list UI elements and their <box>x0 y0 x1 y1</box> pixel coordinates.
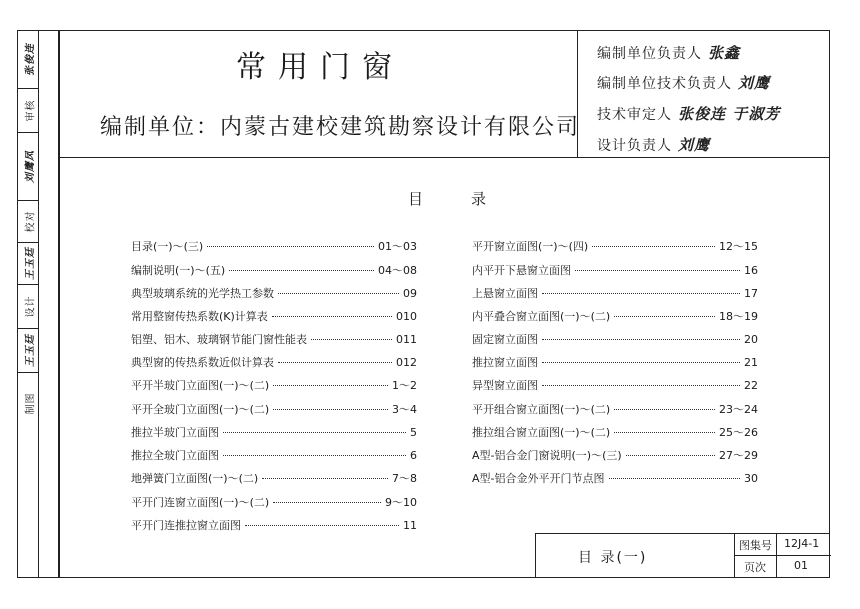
leader-dots <box>273 502 381 503</box>
leader-dots <box>542 339 740 340</box>
toc-entry-title: 平开半玻门立面图(一)～(二) <box>131 379 270 392</box>
toc-entry-page: 3～4 <box>392 403 417 416</box>
toc-entry-title: 编制说明(一)～(五) <box>131 264 226 277</box>
sidebar-role-column <box>18 31 39 577</box>
leader-dots <box>223 432 406 433</box>
sidebar-sig-cell <box>18 329 39 373</box>
leader-dots <box>223 455 406 456</box>
toc-entry-page: 01～03 <box>378 240 417 253</box>
toc-entry-title: 固定窗立面图 <box>472 333 538 346</box>
responsibility-label: 编制单位技术负责人 <box>597 76 732 92</box>
title-block-divider <box>734 534 735 578</box>
sidebar-role-cell <box>18 201 39 243</box>
toc-entry-title: A型-铝合金外平开门节点图 <box>472 472 605 485</box>
sidebar-role: 制图 <box>25 392 36 414</box>
toc-entry-page: 20 <box>744 333 758 346</box>
title-block-divider <box>776 534 777 578</box>
leader-dots <box>542 293 740 294</box>
sidebar-sig-cell <box>18 243 39 285</box>
responsibility-label: 编制单位负责人 <box>597 46 702 62</box>
toc-entry-title: 典型玻璃系统的光学热工参数 <box>131 287 274 300</box>
sidebar-role: 设计 <box>25 295 36 318</box>
toc-entry[interactable] <box>131 401 417 417</box>
toc-entry-page: 11 <box>403 519 417 532</box>
toc-entry[interactable] <box>131 308 417 324</box>
toc-entry[interactable] <box>472 447 758 463</box>
toc-entry-title: 平开组合窗立面图(一)～(二) <box>472 403 611 416</box>
toc-entry-page: 5 <box>410 426 417 439</box>
leader-dots <box>272 316 392 317</box>
toc-entry-title: A型-铝合金门窗说明(一)～(三) <box>472 449 622 462</box>
toc-entry-title: 地弹簧门立面图(一)～(二) <box>131 472 259 485</box>
toc-entry[interactable] <box>472 285 758 301</box>
toc-entry-page: 011 <box>396 333 417 346</box>
toc-entry-page: 9～10 <box>385 496 417 509</box>
toc-entry[interactable] <box>472 262 758 278</box>
sidebar-role-cell <box>18 285 39 329</box>
toc-heading-right: 录 <box>471 190 487 208</box>
title-block-divider <box>734 555 831 556</box>
sidebar-signature: 王玉廷 <box>25 334 36 367</box>
toc-entry[interactable] <box>131 517 417 533</box>
leader-dots <box>614 316 715 317</box>
toc-entry-page: 22 <box>744 379 758 392</box>
responsibility-signature: 刘鹰 <box>738 74 771 92</box>
atlas-value: 12J4-1 <box>784 537 820 550</box>
toc-entry-page: 17 <box>744 287 758 300</box>
sidebar-signature: 王玉廷 <box>25 247 36 280</box>
toc-entry-title: 平开门连推拉窗立面图 <box>131 519 241 532</box>
leader-dots <box>278 362 392 363</box>
leader-dots <box>609 478 741 479</box>
responsibility-row <box>597 42 740 63</box>
toc-entry[interactable] <box>131 331 417 347</box>
toc-entry-page: 30 <box>744 472 758 485</box>
leader-dots <box>207 246 374 247</box>
sidebar-role: 校对 <box>25 210 36 233</box>
leader-dots <box>273 385 388 386</box>
leader-dots <box>614 432 715 433</box>
toc-entry-page: 6 <box>410 449 417 462</box>
toc-entry-title: 常用整窗传热系数(K)计算表 <box>131 310 268 323</box>
responsibility-row <box>597 72 770 93</box>
toc-entry-title: 平开窗立面图(一)～(四) <box>472 240 589 253</box>
toc-entry-page: 09 <box>403 287 417 300</box>
toc-entry-page: 1～2 <box>392 379 417 392</box>
sidebar-role-cell <box>18 89 39 133</box>
toc-entry-page: 012 <box>396 356 417 369</box>
sidebar-role: 审核 <box>25 99 36 122</box>
toc-entry[interactable] <box>472 354 758 370</box>
sidebar-signature: 张俊连 <box>25 43 36 76</box>
toc-entry-title: 平开门连窗立面图(一)～(二) <box>131 496 270 509</box>
responsibility-row <box>597 134 710 155</box>
toc-entry-page: 16 <box>744 264 758 277</box>
toc-entry[interactable] <box>472 308 758 324</box>
toc-entry-title: 典型窗的传热系数近似计算表 <box>131 356 274 369</box>
leader-dots <box>542 385 740 386</box>
toc-entry[interactable] <box>131 377 417 393</box>
toc-entry[interactable] <box>472 401 758 417</box>
toc-entry-title: 目录(一)～(三) <box>131 240 204 253</box>
toc-entry-title: 内平开下悬窗立面图 <box>472 264 571 277</box>
responsibility-signature: 张俊连 于淑芳 <box>678 105 781 123</box>
toc-entry-page: 21 <box>744 356 758 369</box>
page-label: 页次 <box>744 561 766 574</box>
responsibility-signature: 张鑫 <box>708 44 741 62</box>
sidebar-signature: 刘鹰凤 <box>25 150 36 183</box>
toc-entry[interactable] <box>472 470 758 486</box>
toc-entry[interactable] <box>131 262 417 278</box>
sidebar-sig-cell <box>18 31 39 89</box>
sheet-name: 目 录(一) <box>578 550 648 566</box>
toc-entry[interactable] <box>472 377 758 393</box>
toc-entry[interactable] <box>131 354 417 370</box>
atlas-label: 图集号 <box>739 539 772 552</box>
header-horizontal-divider <box>59 157 830 158</box>
toc-entry[interactable] <box>131 470 417 486</box>
toc-entry-title: 异型窗立面图 <box>472 379 538 392</box>
sidebar-sig-cell <box>18 133 39 201</box>
title-block <box>535 533 830 578</box>
toc-entry[interactable] <box>472 331 758 347</box>
sidebar-role-cell <box>18 373 39 433</box>
leader-dots <box>278 293 399 294</box>
toc-entry-page: 04～08 <box>378 264 417 277</box>
toc-entry[interactable] <box>131 424 417 440</box>
leader-dots <box>626 455 715 456</box>
toc-entry[interactable] <box>131 238 417 254</box>
leader-dots <box>262 478 388 479</box>
toc-entry[interactable] <box>131 447 417 463</box>
toc-entry[interactable] <box>472 424 758 440</box>
toc-entry-title: 推拉组合窗立面图(一)～(二) <box>472 426 611 439</box>
toc-entry-page: 23～24 <box>719 403 758 416</box>
toc-entry[interactable] <box>472 238 758 254</box>
leader-dots <box>273 409 388 410</box>
leader-dots <box>575 270 740 271</box>
toc-entry-page: 25～26 <box>719 426 758 439</box>
toc-entry-page: 12～15 <box>719 240 758 253</box>
page-title: 常用门窗 <box>236 50 404 85</box>
signature-sidebar <box>17 30 59 578</box>
toc-entry-page: 18～19 <box>719 310 758 323</box>
page-value: 01 <box>794 559 808 572</box>
toc-entry-title: 内平叠合窗立面图(一)～(二) <box>472 310 611 323</box>
leader-dots <box>614 409 715 410</box>
responsibility-row <box>597 103 780 124</box>
toc-entry-page: 27～29 <box>719 449 758 462</box>
compiling-unit: 编制单位：内蒙古建校建筑勘察设计有限公司 <box>100 115 581 140</box>
toc-entry-title: 推拉半玻门立面图 <box>131 426 219 439</box>
toc-entry-title: 上悬窗立面图 <box>472 287 538 300</box>
leader-dots <box>542 362 740 363</box>
responsibility-label: 设计负责人 <box>597 138 672 154</box>
responsibility-label: 技术审定人 <box>597 107 672 123</box>
toc-entry-title: 平开全玻门立面图(一)～(二) <box>131 403 270 416</box>
toc-entry[interactable] <box>131 494 417 510</box>
leader-dots <box>245 525 399 526</box>
toc-heading-left: 目 <box>408 190 424 208</box>
leader-dots <box>229 270 374 271</box>
toc-entry-title: 推拉全玻门立面图 <box>131 449 219 462</box>
sidebar-name-column <box>39 31 60 577</box>
toc-entry-title: 推拉窗立面图 <box>472 356 538 369</box>
toc-entry[interactable] <box>131 285 417 301</box>
leader-dots <box>592 246 715 247</box>
toc-entry-page: 7～8 <box>392 472 417 485</box>
toc-entry-page: 010 <box>396 310 417 323</box>
leader-dots <box>311 339 392 340</box>
responsibility-signature: 刘鹰 <box>678 136 711 154</box>
toc-entry-title: 铝塑、铝木、玻璃钢节能门窗性能表 <box>131 333 307 346</box>
